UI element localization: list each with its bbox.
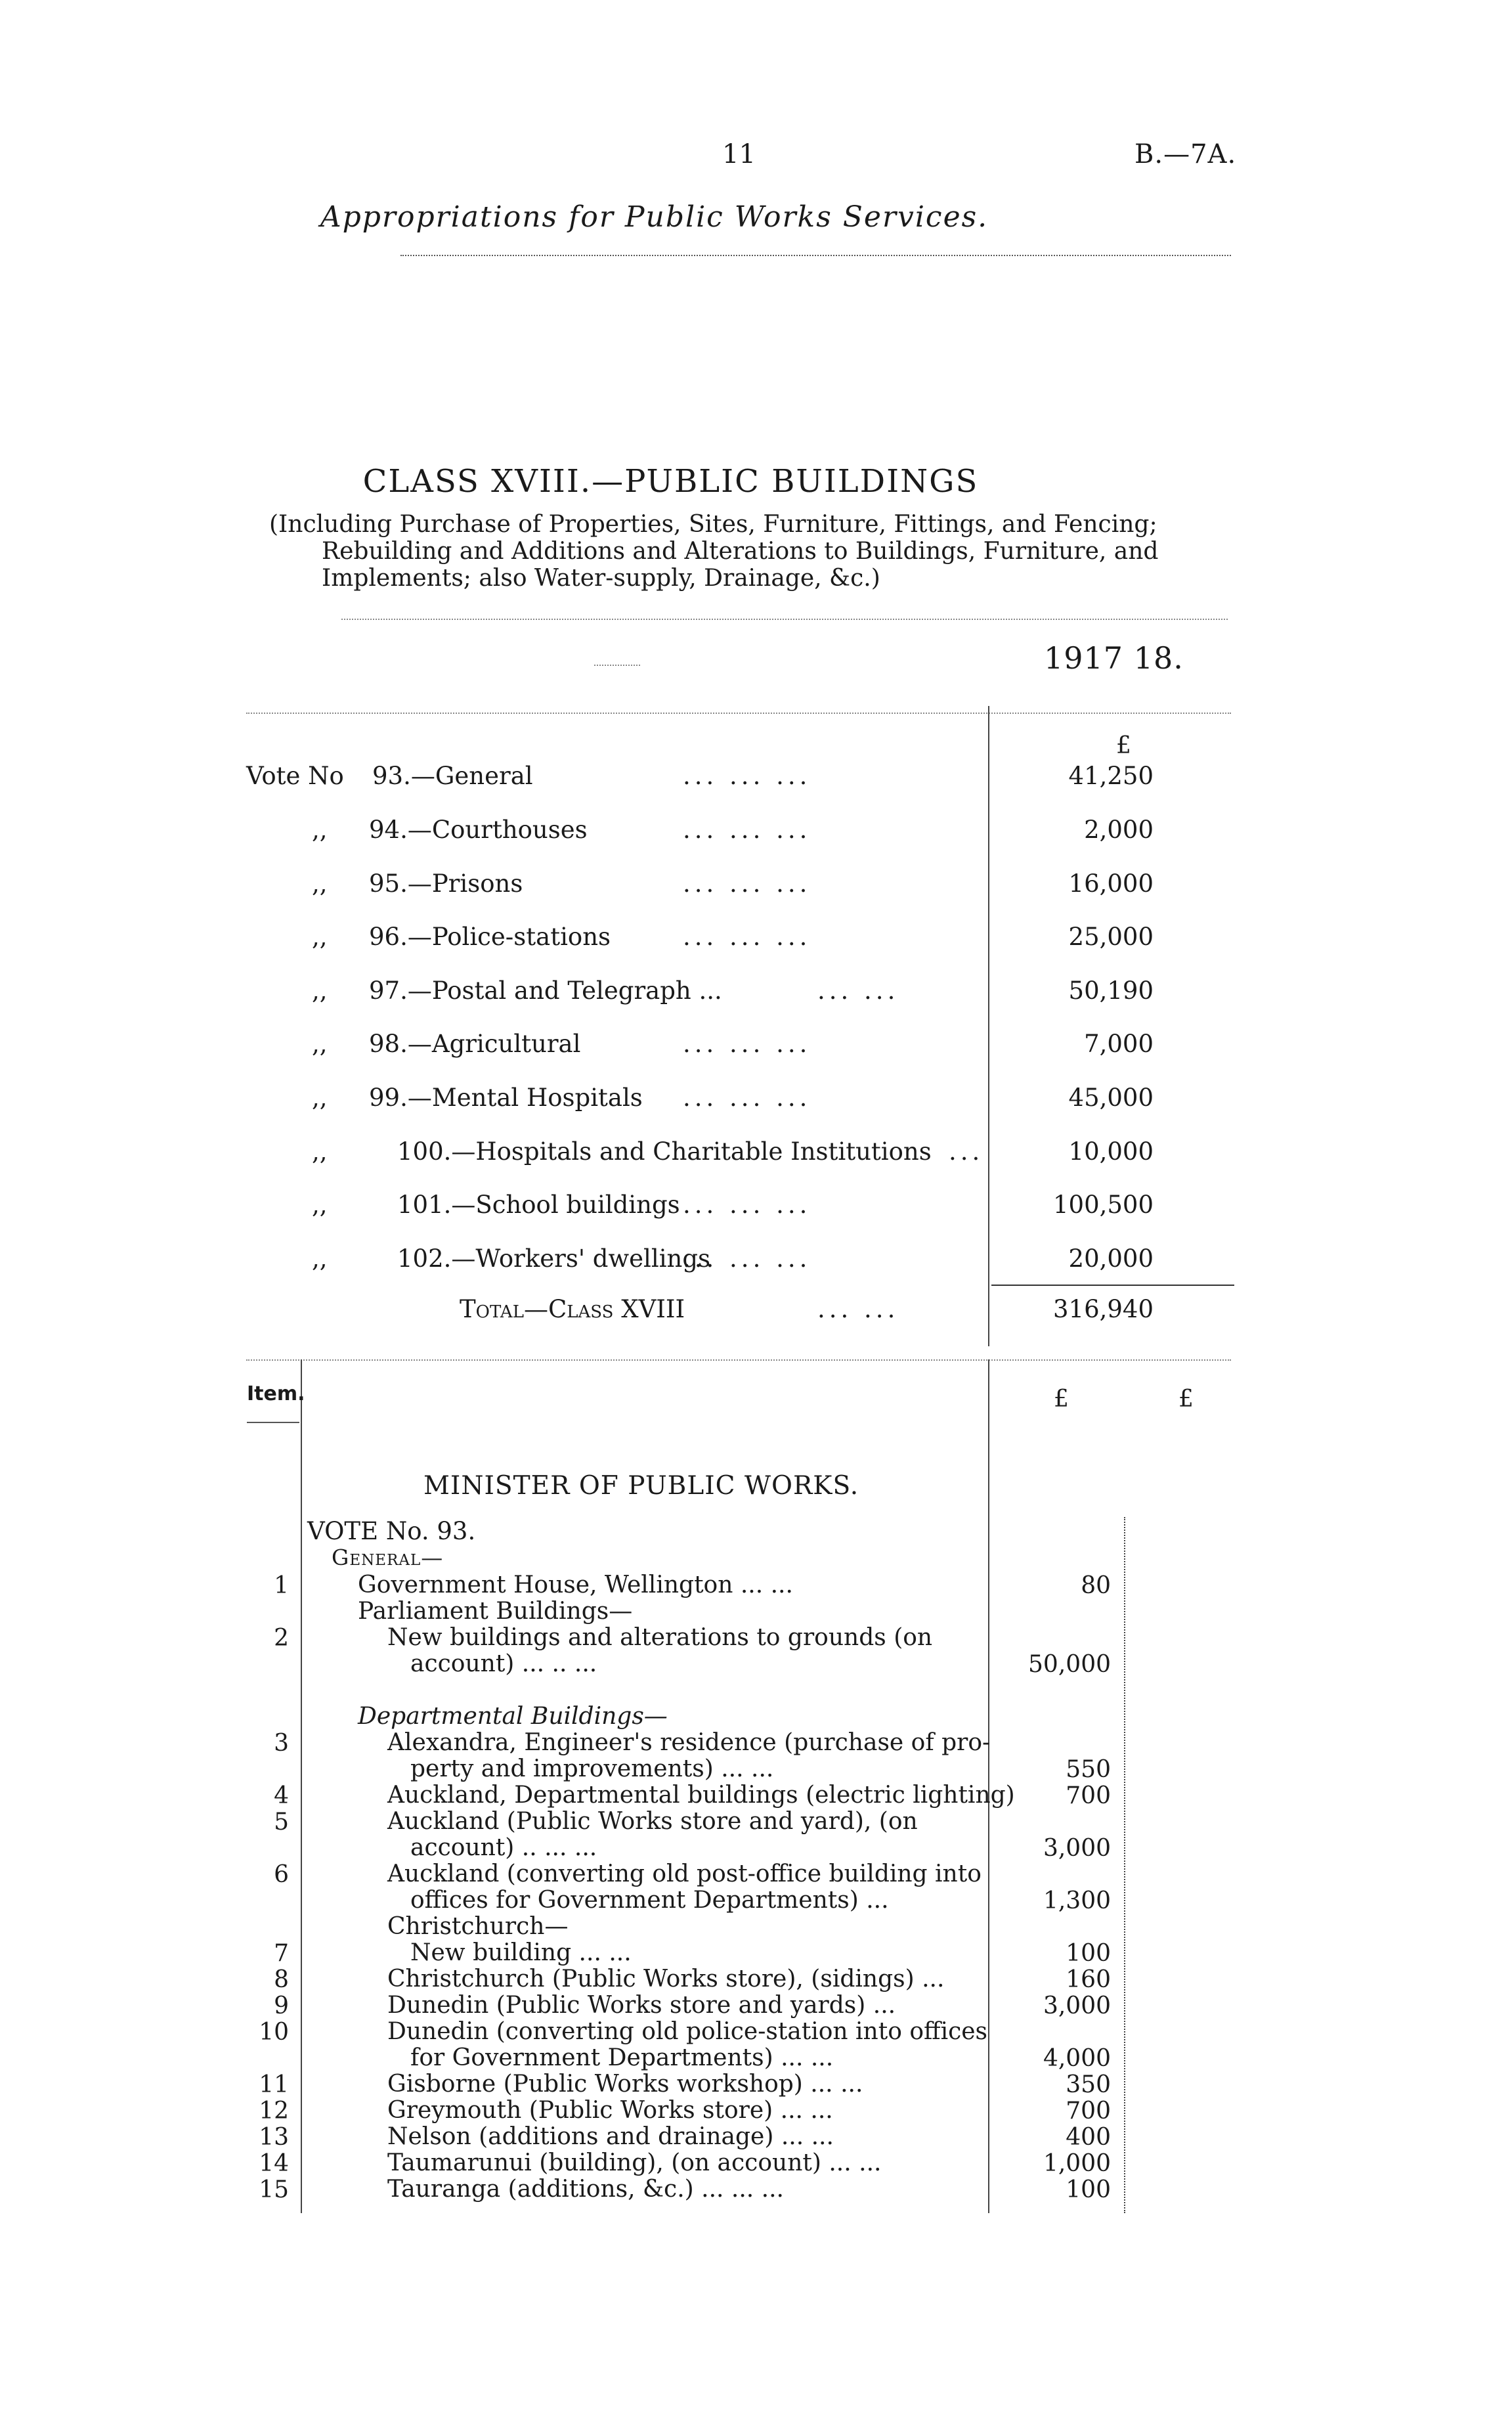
- item-number: 7: [274, 1940, 289, 1967]
- summary-row-dots: ... ... ...: [683, 762, 811, 790]
- item-amount: 700: [1066, 1782, 1111, 1809]
- minister-heading: MINISTER OF PUBLIC WORKS.: [423, 1471, 859, 1501]
- summary-row-label: 101.—School buildings: [397, 1191, 680, 1219]
- item-description: Government House, Wellington ... ...: [358, 1572, 793, 1598]
- summary-row: [246, 1030, 1218, 1069]
- summary-row-label: 97.—Postal and Telegraph ...: [369, 977, 722, 1005]
- item-header-rule: [247, 1422, 299, 1423]
- total-column-rule: [1124, 1517, 1125, 2213]
- summary-row: [246, 1137, 1218, 1177]
- class-description-line: Rebuilding and Additions and Alterations to Buildings, Furniture, and: [322, 538, 1159, 565]
- summary-row-amount: 25,000: [1068, 923, 1154, 951]
- summary-row-dots: ... ... ...: [683, 1244, 811, 1273]
- item-description: Christchurch (Public Works store), (sidings) ...: [387, 1966, 945, 1992]
- total-rule: [991, 1285, 1234, 1286]
- item-amount: 1,300: [1043, 1887, 1111, 1914]
- summary-row-amount: 16,000: [1068, 869, 1154, 898]
- item-number: 10: [259, 2019, 289, 2046]
- summary-row: [246, 762, 1218, 801]
- item-number: 14: [259, 2150, 289, 2177]
- item-description: perty and improvements) ... ...: [410, 1755, 774, 1782]
- total-label: Total—Class XVIII: [460, 1295, 685, 1323]
- summary-row-amount: 45,000: [1068, 1084, 1154, 1112]
- item-amount: 50,000: [1028, 1651, 1111, 1678]
- summary-row-dots: ... ... ...: [683, 923, 811, 951]
- summary-row-dots: ... ... ...: [683, 869, 811, 898]
- amount-currency: £: [1054, 1386, 1069, 1413]
- item-number: 11: [259, 2071, 289, 2098]
- item-description: Christchurch—: [387, 1913, 569, 1940]
- summary-row: [246, 923, 1218, 962]
- item-amount: 700: [1066, 2098, 1111, 2124]
- item-number: 5: [274, 1809, 289, 1836]
- item-description: New building ... ...: [410, 1939, 632, 1966]
- item-amount: 3,000: [1043, 1992, 1111, 2019]
- item-description: account) .. ... ...: [410, 1834, 597, 1861]
- summary-row-dots: ... ... ...: [683, 1084, 811, 1112]
- summary-row-dots: ...: [949, 1137, 984, 1166]
- summary-row-amount: 20,000: [1068, 1244, 1154, 1273]
- summary-row-label: 94.—Courthouses: [369, 816, 588, 844]
- item-amount: 80: [1081, 1572, 1111, 1599]
- item-description: Gisborne (Public Works workshop) ... ...: [387, 2071, 863, 2098]
- item-number: 12: [259, 2098, 289, 2124]
- total-dots: ... ...: [817, 1295, 899, 1323]
- summary-row-amount: 7,000: [1084, 1030, 1154, 1058]
- item-number: 9: [274, 1992, 289, 2019]
- summary-row-prefix: ,,: [312, 1244, 328, 1273]
- summary-top-rule: [246, 713, 1231, 714]
- summary-row-label: 98.—Agricultural: [369, 1030, 581, 1058]
- item-description: Alexandra, Engineer's residence (purchase of pro-: [387, 1729, 991, 1756]
- summary-row-amount: 100,500: [1052, 1191, 1154, 1219]
- class-description-line: Implements; also Water-supply, Drainage, &c.): [322, 565, 880, 592]
- vote-heading: VOTE No. 93.: [307, 1517, 476, 1545]
- item-description: offices for Government Departments) ...: [410, 1887, 889, 1914]
- item-description: Departmental Buildings—: [358, 1703, 668, 1730]
- summary-row: [246, 1084, 1218, 1123]
- summary-row-dots: ... ... ...: [683, 1030, 811, 1058]
- summary-row-dots: ... ... ...: [683, 1191, 811, 1219]
- summary-row-prefix: ,,: [312, 1137, 328, 1166]
- summary-row: [246, 816, 1218, 855]
- class-rule: [341, 619, 1228, 620]
- summary-row: [246, 1244, 1218, 1284]
- item-description: Taumarunui (building), (on account) ... ...: [387, 2149, 882, 2176]
- item-number: 13: [259, 2124, 289, 2151]
- year-label: 1917 18.: [1044, 640, 1184, 676]
- total-currency: £: [1178, 1386, 1194, 1413]
- summary-row-prefix: Vote No: [246, 762, 344, 790]
- total-amount: 316,940: [1052, 1295, 1154, 1323]
- summary-row-label: 96.—Police-stations: [369, 923, 611, 951]
- summary-row-amount: 50,190: [1068, 977, 1154, 1005]
- running-title-text: Appropriations for Public Works Services.: [320, 200, 989, 234]
- class-title: [0, 463, 1512, 500]
- summary-row: [246, 869, 1218, 909]
- item-number: 8: [274, 1966, 289, 1993]
- running-title: [0, 200, 1512, 234]
- summary-row-amount: 2,000: [1084, 816, 1154, 844]
- class-description-line: (Including Purchase of Properties, Sites, Furniture, Fittings, and Fencing;: [269, 511, 1157, 538]
- summary-row-prefix: ,,: [312, 977, 328, 1005]
- item-number: 2: [274, 1625, 289, 1652]
- summary-row-dots: ... ...: [817, 977, 899, 1005]
- item-description: account) ... .. ...: [410, 1650, 597, 1677]
- page-number: 11: [722, 139, 756, 169]
- item-description: Dunedin (Public Works store and yards) ...: [387, 1992, 896, 2019]
- document-code: B.—7A.: [1134, 139, 1237, 169]
- summary-row-prefix: ,,: [312, 816, 328, 844]
- item-column-rule: [301, 1359, 302, 2213]
- summary-row: [246, 977, 1218, 1016]
- total-row: [246, 1295, 1218, 1334]
- item-number: 15: [259, 2176, 289, 2203]
- summary-row-amount: 41,250: [1068, 762, 1154, 790]
- item-number: 3: [274, 1730, 289, 1757]
- item-description: Auckland (converting old post-office building into: [387, 1860, 982, 1887]
- summary-row-dots: ... ... ...: [683, 816, 811, 844]
- summary-row-prefix: ,,: [312, 1030, 328, 1058]
- class-description: [269, 511, 1201, 592]
- item-number: 4: [274, 1782, 289, 1809]
- item-amount: 100: [1066, 1940, 1111, 1967]
- item-description: Auckland (Public Works store and yard), (on: [387, 1808, 918, 1835]
- header-rule: [400, 255, 1231, 256]
- item-amount: 1,000: [1043, 2150, 1111, 2177]
- class-title-text: CLASS XVIII.—PUBLIC BUILDINGS: [362, 463, 979, 500]
- item-number: 6: [274, 1861, 289, 1888]
- item-description: Tauranga (additions, &c.) ... ... ...: [387, 2176, 785, 2203]
- item-amount: 550: [1066, 1756, 1111, 1783]
- item-amount: 4,000: [1043, 2045, 1111, 2072]
- item-description: Auckland, Departmental buildings (electric lighting): [387, 1782, 1015, 1809]
- summary-row: [246, 1191, 1218, 1230]
- summary-row-label: 102.—Workers' dwellings: [397, 1244, 711, 1273]
- details-top-rule: [246, 1359, 1231, 1361]
- item-amount: 400: [1066, 2124, 1111, 2151]
- summary-row-prefix: ,,: [312, 923, 328, 951]
- summary-row-label: 99.—Mental Hospitals: [369, 1084, 643, 1112]
- item-amount: 3,000: [1043, 1835, 1111, 1862]
- summary-row-prefix: ,,: [312, 869, 328, 898]
- item-amount: 160: [1066, 1966, 1111, 1993]
- item-number: 1: [274, 1572, 289, 1599]
- item-description: Nelson (additions and drainage) ... ...: [387, 2123, 834, 2150]
- item-description: Parliament Buildings—: [358, 1598, 633, 1625]
- item-column-header: Item.: [247, 1382, 305, 1405]
- item-description: New buildings and alterations to grounds (on: [387, 1624, 933, 1651]
- item-amount: 350: [1066, 2071, 1111, 2098]
- item-description: for Government Departments) ... ...: [410, 2044, 834, 2071]
- summary-row-prefix: ,,: [312, 1191, 328, 1219]
- summary-row-amount: 10,000: [1068, 1137, 1154, 1166]
- general-subheading: General—: [332, 1545, 444, 1570]
- summary-currency: £: [1116, 732, 1131, 759]
- summary-row-prefix: ,,: [312, 1084, 328, 1112]
- item-description: Dunedin (converting old police-station into offices: [387, 2018, 988, 2045]
- item-amount: 100: [1066, 2176, 1111, 2203]
- summary-row-label: 100.—Hospitals and Charitable Institutions: [397, 1137, 932, 1166]
- summary-row-label: 93.—General: [372, 762, 533, 790]
- item-description: Greymouth (Public Works store) ... ...: [387, 2097, 833, 2124]
- year-dash: [594, 665, 640, 666]
- summary-row-label: 95.—Prisons: [369, 869, 523, 898]
